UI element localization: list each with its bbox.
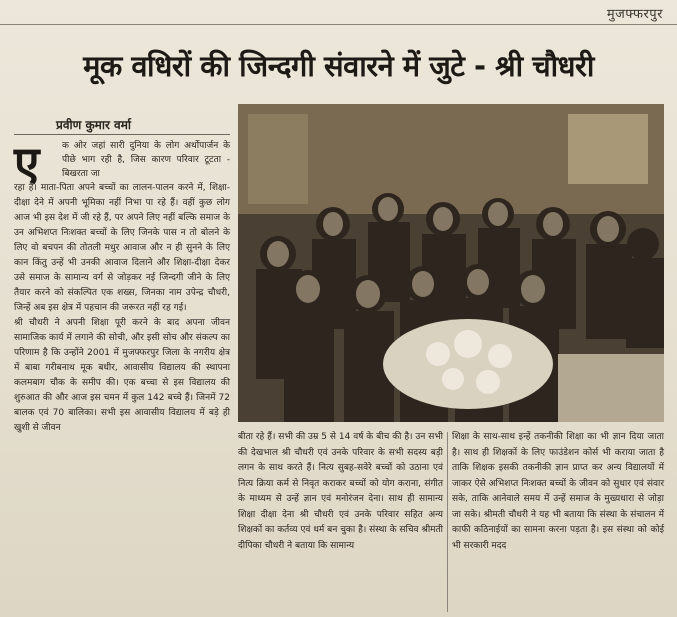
column-1-paragraph: रहा है। माता-पिता अपने बच्चों का लालन-पालन करने में, शिक्षा-दीक्षा देने में अपनी भूमिका नहीं निभा पा रहे हैं। वहीं कुछ लोग आज भी इस देश में जी रहे हैं, पर अपने लिए नहीं बल्कि समाज के उन अभिशप्त निःशक्त बच्चों के लिए जिनके पास न तो बोलने के लिए वो बचपन की तोतली मधुर आवाज और न ही सुनने के लिए कान किंतु उन्हें भी उनकी आवाज दिलाने और शिक्षा-दीक्षा देकर उसे समाज के सामान्य वर्ग से जोड़कर नई जिन्दगी जीने के लिए तैयार करने को संकल्पित एक शख्स, जिनका नाम उपेन्द्र चौधरी, जिन्हें अब इस क्षेत्र में पहचान की जरूरत नहीं रह गई। bbox=[14, 183, 230, 313]
drop-cap: ए bbox=[14, 136, 40, 190]
top-rule bbox=[0, 24, 677, 25]
group-photo-icon bbox=[238, 104, 664, 422]
section-label: मुजफ्फरपुर bbox=[606, 7, 663, 22]
column-1 bbox=[14, 181, 230, 436]
group-photo bbox=[238, 104, 664, 422]
headline: मूक वधिरों की जिन्दगी संवारने में जुटे - श्री चौधरी bbox=[83, 49, 594, 83]
byline-rule bbox=[14, 134, 230, 135]
byline: प्रवीण कुमार वर्मा bbox=[56, 118, 132, 132]
column-1-paragraph: श्री चौधरी ने अपनी शिक्षा पूरी करने के बाद अपना जीवन सामाजिक कार्य में लगाने की सोची, और इसी सोच और संकल्प का परिणाम है कि उन्होंने 2001 में मुजफ्फरपुर जिला के नगरीय क्षेत्र में बाबा गरीबनाथ मूक बधीर, आवासीय विद्यालय की स्थापना कलमबाग चौक के समीप की। एक बच्चा से इस विद्यालय की शुरुआत की और आज इस चमन में कुल 142 बच्चे हैं। जिनमें 72 बालक एवं 70 बालिका। सभी इस आवासीय विद्यालय में बड़े ही खुशी से जीवन bbox=[14, 318, 230, 433]
column-divider bbox=[447, 432, 448, 612]
intro-text: क ओर जहां सारी दुनिया के लोग अर्थोपार्जन के पीछे भाग रही है, जिस कारण परिवार टूटता - बिखरता जा bbox=[62, 141, 230, 179]
column-2: बीता रहे हैं। सभी की उम्र 5 से 14 वर्ष के बीच की है। उन सभी की देखभाल श्री चौधरी एवं उनके परिवार के सभी सदस्य बड़ी लगन के साथ करते हैं। नित्य सुबह-सवेरे बच्चों को उठाना एवं नित्य क्रिया कर्म से निवृत कराकर बच्चों को योग कराना, संगीत के माध्यम से उन्हें ज्ञान एवं मनोरंजन देना। साथ ही सामान्य शिक्षा दीक्षा देना श्री चौधरी एवं उनके परिवार सहित अन्य शिक्षकों का कर्तव्य एवं धर्म बन चुका है। संस्था के सचिव श्रीमती दीपिका चौधरी ने बताया कि सामान्य bbox=[238, 432, 443, 551]
column-3: शिक्षा के साथ-साथ इन्हें तकनीकी शिक्षा का भी ज्ञान दिया जाता है। साथ ही शिक्षकों के लिए फाउंडेशन कोर्स भी कराया जाता है ताकि शिक्षक इसकी तकनीकी ज्ञान प्राप्त कर अन्य विद्यालयों में जाकर ऐसे अभिशप्त निःशक्त बच्चों के जीवन को सुधार एवं संवार सके, ताकि आनेवाले समय में उन्हें समाज के मुख्यधारा से जोड़ा जा सके। श्रीमती चौधरी ने यह भी बताया कि संस्था के संचालन में काफी कठिनाईयों का सामना करना पड़ता है। इस संस्था को कोई भी सरकारी मदद bbox=[452, 432, 664, 551]
